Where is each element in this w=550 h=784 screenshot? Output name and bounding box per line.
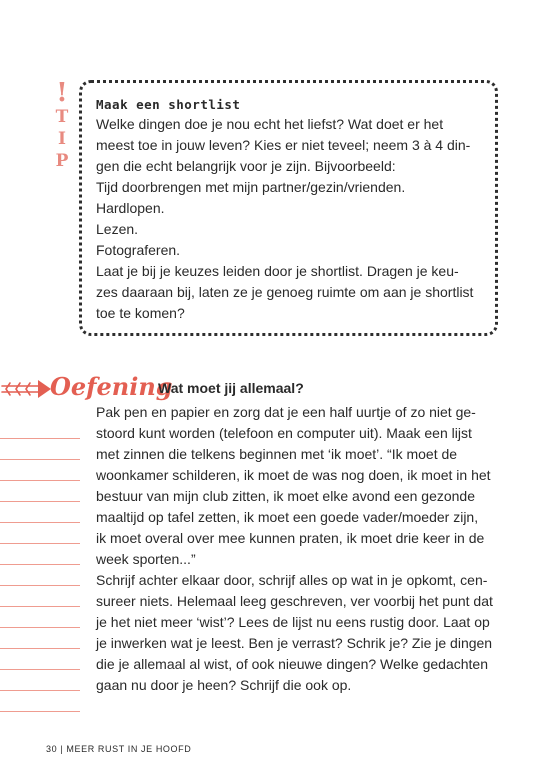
exercise-body [96,402,516,696]
body-line: woonkamer schilderen, ik moet de was nog doen, ik moet in het [96,467,491,483]
tip-letter-p: P [55,151,69,171]
exclamation-icon: ! [56,78,68,108]
writing-line [0,502,80,523]
body-line: Schrijf achter elkaar door, schrijf alles op wat in je opkomt, cen- [96,572,488,588]
running-title: MEER RUST IN JE HOOFD [66,744,192,754]
writing-line [0,439,80,460]
body-line: bestuur van mijn club zitten, ik moet elke avond een gezonde [96,488,476,504]
writing-line [0,481,80,502]
body-line: stoord kunt worden (telefoon en computer uit). Maak een lijst [96,425,472,441]
body-line: je het niet meer ‘wist’? Lees de lijst nu eens rustig door. Laat op [96,614,490,630]
body-line: maaltijd op tafel zetten, ik moet een goede vader/moeder zijn, [96,509,479,525]
body-line: ik moet overal over mee kunnen praten, ik moet drie keer in de [96,530,485,546]
body-line: met zinnen die telkens beginnen met ‘ik moet’. “Ik moet de [96,446,458,462]
writing-line [0,565,80,586]
arrow-right-icon [0,378,52,400]
tip-line: gen die echt belangrijk voor je zijn. Bijvoorbeeld: [96,158,396,174]
tip-box [79,80,498,336]
tip-side-label [50,80,74,172]
tip-line: toe te komen? [96,305,185,321]
writing-line [0,586,80,607]
tip-line: Hardlopen. [96,200,165,216]
writing-line [0,649,80,670]
tip-line: meest toe in jouw leven? Kies er niet teveel; neem 3 à 4 din- [96,137,471,153]
body-line: die je allemaal al wist, of ook nieuwe dingen? Welke gedachten [96,656,488,672]
tip-letter-i: I [58,129,66,149]
tip-line: Tijd doorbrengen met mijn partner/gezin/vrienden. [96,179,406,195]
footer-separator: | [60,744,64,754]
body-line: je inwerken wat je leest. Ben je verrast? Schrik je? Zie je dingen [96,635,493,651]
writing-line [0,460,80,481]
writing-line [0,607,80,628]
tip-line: Fotograferen. [96,242,181,258]
writing-line [0,691,80,712]
writing-line [0,418,80,439]
tip-letter-t: T [55,107,69,127]
tip-line: zes daaraan bij, laten ze je genoeg ruimte om aan je shortlist [96,284,474,300]
exercise-label: Oefening [50,372,173,401]
page-number: 30 [46,744,58,754]
body-line: week sporten...” [96,551,196,567]
tip-line: Welke dingen doe je nou echt het liefst? Wat doet er het [96,116,444,132]
exercise-title: Wat moet jij allemaal? [158,380,304,396]
writing-line [0,544,80,565]
page-footer [46,744,191,754]
writing-line [0,523,80,544]
writing-lines [0,418,80,712]
writing-line [0,628,80,649]
tip-line: Lezen. [96,221,139,237]
tip-line: Laat je bij je keuzes leiden door je shortlist. Dragen je keu- [96,263,459,279]
writing-line [0,670,80,691]
body-line: sureer niets. Helemaal leeg geschreven, ver voorbij het punt dat [96,593,493,609]
body-line: gaan nu door je heen? Schrijf die ook op. [96,677,352,693]
body-line: Pak pen en papier en zorg dat je een half uurtje of zo niet ge- [96,404,476,420]
tip-heading: Maak een shortlist [96,97,241,112]
